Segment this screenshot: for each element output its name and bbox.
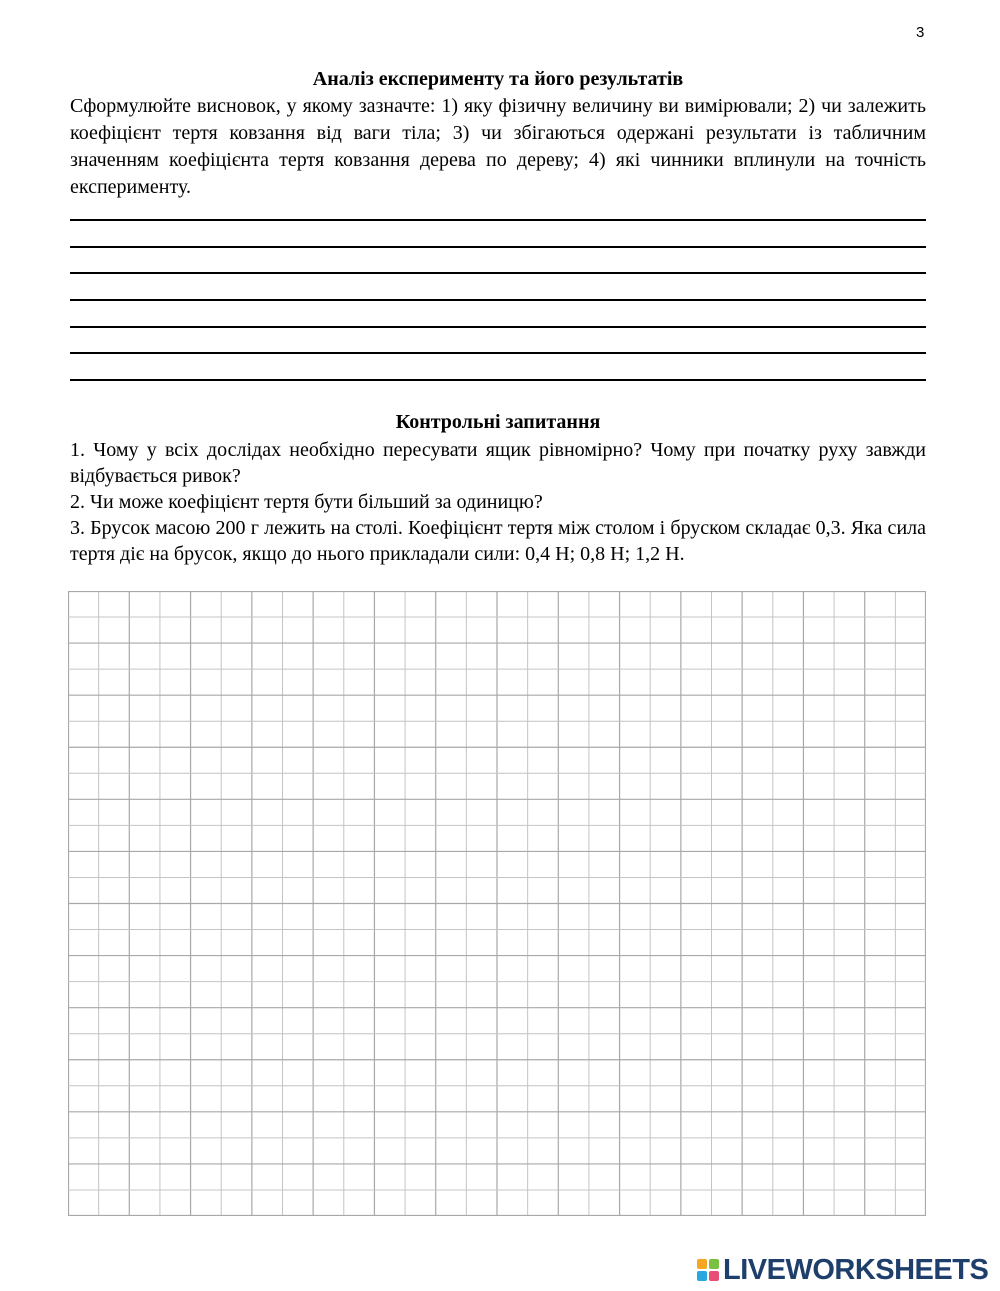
logo-square bbox=[697, 1271, 707, 1281]
answer-line[interactable] bbox=[70, 272, 926, 274]
question-3: 3. Брусок масою 200 г лежить на столі. Коефіцієнт тертя між столом і бруском складає 0,3. Яка сила тертя діє на брусок, якщо до нього прикладали сили: 0,4 Н; 0,8 Н; 1,2 Н. bbox=[70, 517, 926, 565]
question-1: 1. Чому у всіх дослідах необхідно пересувати ящик рівномірно? Чому при початку руху завжди відбувається ривок? bbox=[70, 439, 926, 487]
answer-line[interactable] bbox=[70, 219, 926, 221]
logo-square bbox=[709, 1259, 719, 1269]
analysis-title: Аналіз експерименту та його результатів bbox=[312, 68, 684, 90]
answer-lines[interactable] bbox=[70, 219, 926, 406]
answer-line[interactable] bbox=[70, 246, 926, 248]
logo-mark-icon bbox=[697, 1259, 719, 1281]
logo-text: LIVEWORKSHEETS bbox=[723, 1253, 989, 1286]
squared-grid[interactable] bbox=[68, 591, 926, 1216]
answer-line[interactable] bbox=[70, 299, 926, 301]
logo-square bbox=[697, 1259, 707, 1269]
answer-line[interactable] bbox=[70, 352, 926, 354]
logo-square bbox=[709, 1271, 719, 1281]
page-number: 3 bbox=[916, 24, 925, 41]
answer-line[interactable] bbox=[70, 379, 926, 381]
analysis-instructions: Сформулюйте висновок, у якому зазначте: 1) яку фізичну величину ви вимірювали; 2) чи залежить коефіцієнт тертя ковзання від ваги тіла; 3) чи збігаються одержані результати із табличним значенням коефіцієнта тертя ковзання дерева по дереву; 4) які чинники вплинули на точність експерименту. bbox=[70, 95, 926, 198]
answer-line[interactable] bbox=[70, 326, 926, 328]
analysis-section bbox=[70, 66, 926, 201]
liveworksheets-logo bbox=[697, 1252, 988, 1288]
questions-title: Контрольні запитання bbox=[395, 411, 601, 433]
question-2: 2. Чи може коефіцієнт тертя бути більший за одиницю? bbox=[70, 491, 543, 513]
questions-section bbox=[70, 409, 926, 567]
